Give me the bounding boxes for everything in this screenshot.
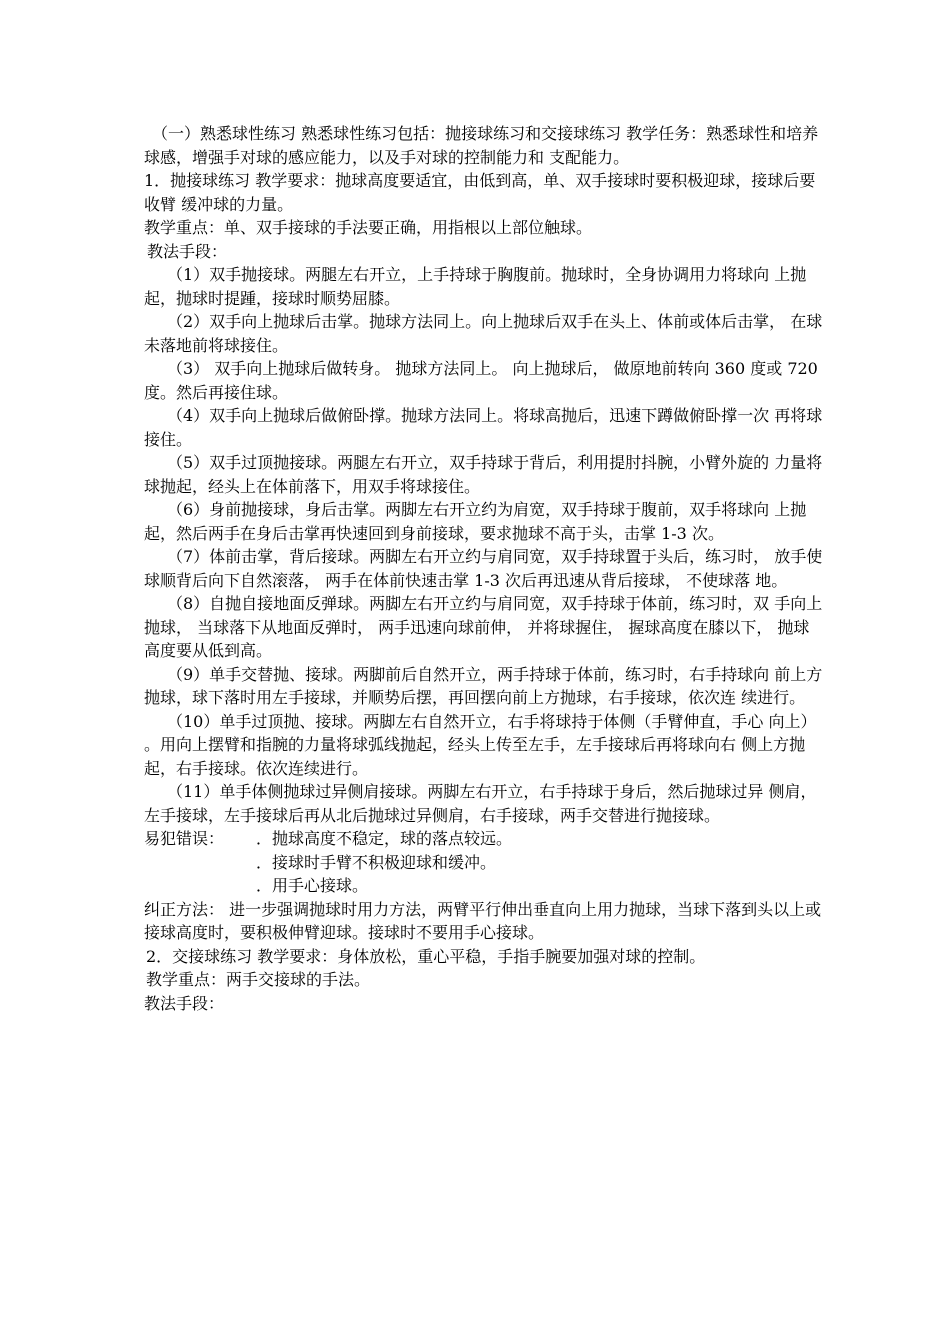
method-item-7: （7）体前击掌，背后接球。两脚左右开立约与肩同宽，双手持球置于头后，练习时， 放手使球顺背后向下自然滚落， 两手在体前快速击掌 1-3 次后再迅速从背后接球， 不使球落 地。 (144, 547, 823, 590)
document-body (144, 122, 824, 1015)
method-item-10: （10）单手过顶抛、接球。两脚左右自然开立，右手将球持于体侧（手臂伸直，手心 向上） 。用向上摆臂和指腕的力量将球弧线抛起，经头上传至左手，左手接球后再将球向右 侧上方抛起，右手接球。依次连续进行。 (144, 711, 817, 778)
errors-list-continued (144, 851, 824, 898)
section1-methods-label: 教法手段： (147, 241, 228, 261)
section2-methods-label: 教法手段： (144, 993, 225, 1013)
errors-label: 易犯错误： (144, 829, 225, 848)
section2-heading: 2．交接球练习 教学要求：身体放松，重心平稳，手指手腕要加强对球的控制。 (146, 946, 706, 966)
section1-key-points: 教学重点：单、双手接球的手法要正确，用指根以上部位触球。 (144, 218, 593, 237)
intro-paragraph: （一）熟悉球性练习 熟悉球性练习包括：抛接球练习和交接球练习 教学任务：熟悉球性和培养球感，增强手对球的感应能力，以及手对球的控制能力和 支配能力。 (144, 124, 819, 167)
method-item-2: （2）双手向上抛球后击掌。抛球方法同上。向上抛球后双手在头上、体前或体后击掌， 在球未落地前将球接住。 (144, 312, 823, 355)
method-item-3: （3） 双手向上抛球后做转身。 抛球方法同上。 向上抛球后， 做原地前转向 360 度或 720 度。然后再接住球。 (144, 359, 818, 402)
common-errors (144, 827, 824, 851)
method-item-6: （6）身前抛接球，身后击掌。两脚左右开立约为肩宽，双手持球于腹前，双手将球向 上抛起，然后两手在身后击掌再快速回到身前接球，要求抛球不高于头，击掌 1-3 次。 (144, 500, 807, 543)
method-item-11: （11）单手体侧抛球过异侧肩接球。两脚左右开立，右手持球于身后，然后抛球过异 侧肩，左手接球，左手接球后再从北后抛球过异侧肩，右手接球，两手交替进行抛接球。 (144, 782, 817, 825)
error-item-2: ．接球时手臂不积极迎球和缓冲。 (256, 852, 497, 872)
error-item-3: ．用手心接球。 (256, 876, 369, 895)
errors-list (256, 827, 512, 851)
method-item-1: （1）双手抛接球。两腿左右开立，上手持球于胸腹前。抛球时，全身协调用力将球向 上抛起，抛球时提踵，接球时顺势屈膝。 (144, 265, 807, 308)
correction-paragraph: 纠正方法： 进一步强调抛球时用力方法，两臂平行伸出垂直向上用力抛球，当球下落到头以上或 接球高度时，要积极伸臂迎球。接球时不要用手心接球。 (144, 899, 822, 942)
method-item-9: （9）单手交替抛、接球。两脚前后自然开立，两手持球于体前，练习时，右手持球向 前上方抛球，球下落时用左手接球，并顺势后摆，再回摆向前上方抛球，右手接球，依次连 续进行。 (144, 664, 823, 707)
method-item-8: （8）自抛自接地面反弹球。两脚左右开立约与肩同宽，双手持球于体前，练习时，双 手向上抛球， 当球落下从地面反弹时， 两手迅速向球前伸， 并将球握住， 握球高度在膝以下， 抛球高度要从低到高。 (144, 594, 823, 660)
method-item-5: （5）双手过顶抛接球。两腿左右开立，双手持球于背后，利用提肘抖腕，小臂外旋的 力量将球抛起，经头上在体前落下，用双手将球接住。 (144, 453, 823, 496)
method-item-4: （4）双手向上抛球后做俯卧撑。抛球方法同上。将球高抛后，迅速下蹲做俯卧撑一次 再将球接住。 (144, 406, 823, 449)
error-item-1: ．抛球高度不稳定，球的落点较远。 (256, 829, 513, 848)
section1-heading: 1．抛接球练习 教学要求：抛球高度要适宜，由低到高，单、双手接球时要积极迎球，接球后要收臂 缓冲球的力量。 (144, 171, 816, 214)
section2-key-points: 教学重点：两手交接球的手法。 (146, 970, 371, 989)
